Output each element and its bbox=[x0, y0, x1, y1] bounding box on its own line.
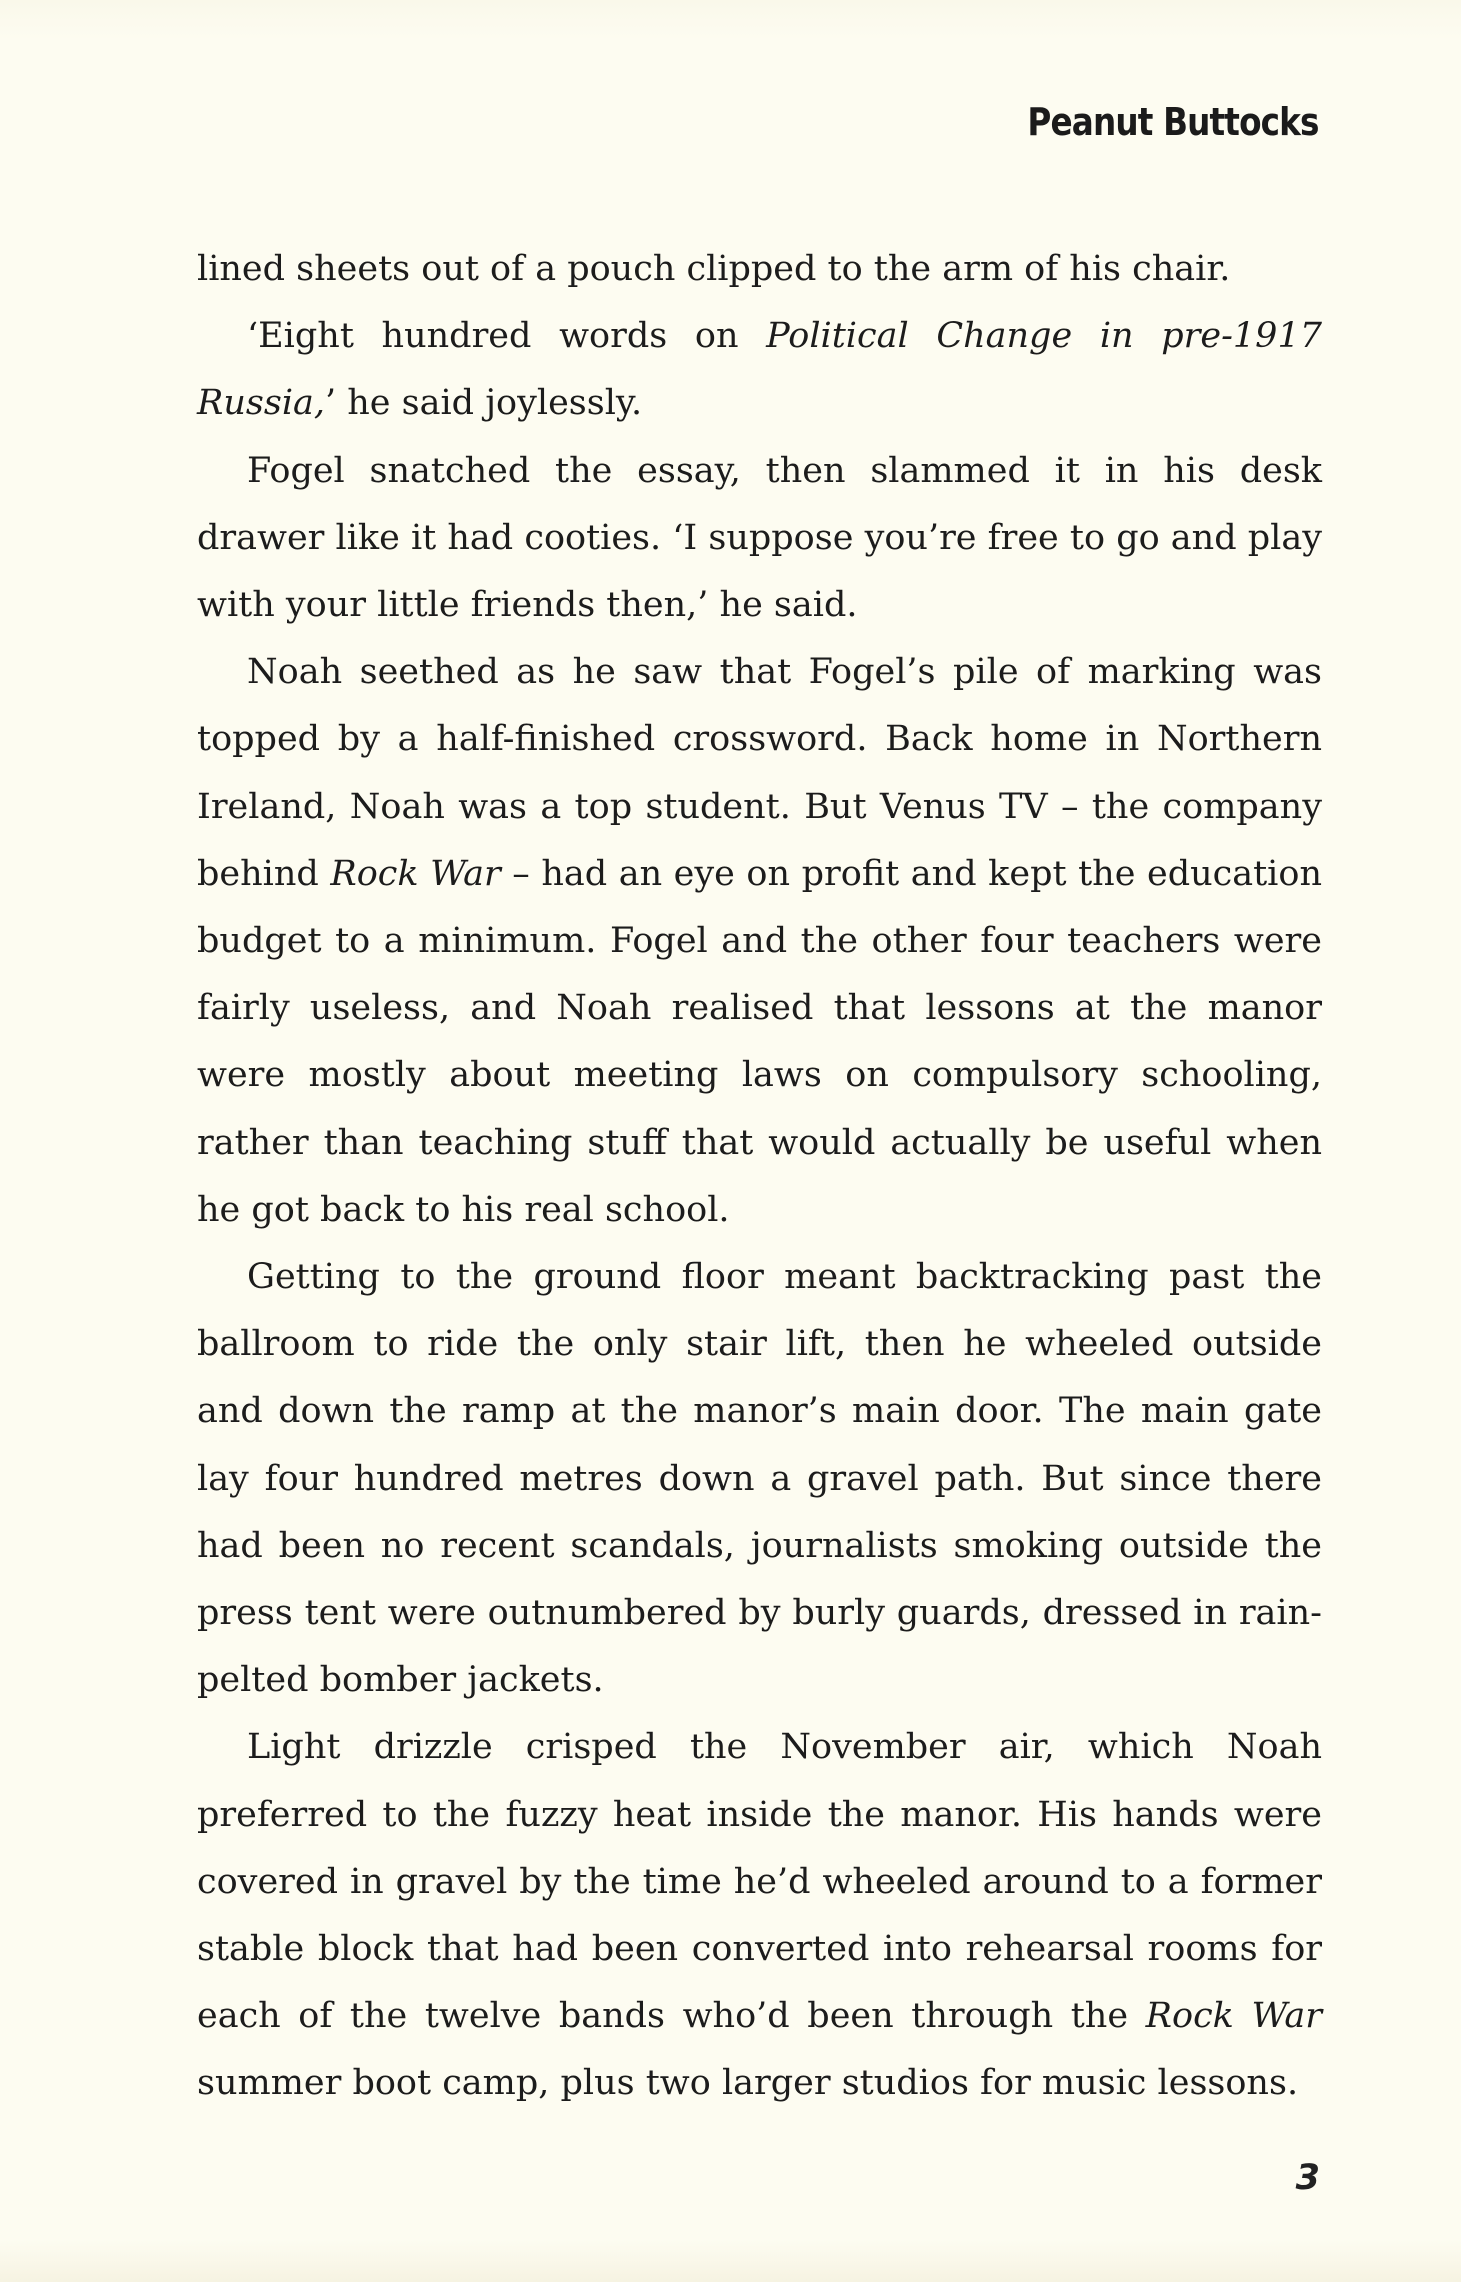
paragraph-4 bbox=[197, 639, 1322, 1244]
paragraph-4-text-a: Noah seethed as he saw that Fogel’s pile of marking was topped by a half-finished crossword. Back home in Northern Ireland, Noah was a top student. But Venus TV – the company behind bbox=[197, 652, 1322, 894]
paragraph-6-text-a: Light drizzle crisped the November air, which Noah preferred to the fuzzy heat inside the manor. His hands were covered in gravel by the time he’d wheeled around to a former stable block that had been converted into rehearsal rooms for each of the twelve bands who’d been through the bbox=[197, 1727, 1322, 2037]
paragraph-4-text-b: – had an eye on profit and kept the education budget to a minimum. Fogel and the other four teachers were fairly useless, and Noah realised that lessons at the manor were mostly about meeting laws on compulsory schooling, rather than teaching stuff that would actually be useful when he got back to his real school. bbox=[197, 853, 1322, 1230]
paragraph-5-text: Getting to the ground floor meant backtracking past the ballroom to ride the only stair lift, then he wheeled outside and down the ramp at the manor’s main door. The main gate lay four hundred metres down a gravel path. But since there had been no recent scandals, journalists smoking outside the press tent were outnumbered by burly guards, dressed in rain-pelted bomber jackets. bbox=[197, 1257, 1322, 1701]
show-title: Rock War bbox=[1145, 1996, 1323, 2037]
essay-title: Political Change in pre-1917 Russia, bbox=[197, 316, 1322, 424]
page-number: 3 bbox=[1295, 2158, 1320, 2198]
paragraph-3 bbox=[197, 438, 1322, 640]
paragraph-3-text: Fogel snatched the essay, then slammed it in his desk drawer like it had cooties. ‘I suppose you’re free to go and play with your little friends then,’ he said. bbox=[197, 450, 1322, 626]
paragraph-1 bbox=[197, 236, 1322, 303]
paragraph-2-text-a: ‘Eight hundred words on bbox=[247, 316, 767, 357]
paragraph-2 bbox=[197, 303, 1322, 437]
paragraph-6 bbox=[197, 1714, 1322, 2117]
show-title: Rock War bbox=[330, 853, 501, 894]
paragraph-1-text: lined sheets out of a pouch clipped to the arm of his chair. bbox=[197, 249, 1231, 289]
paragraph-6-text-b: summer boot camp, plus two larger studios for music lessons. bbox=[197, 2063, 1299, 2104]
running-title: Peanut Buttocks bbox=[1027, 100, 1319, 144]
paragraph-5 bbox=[197, 1244, 1322, 1714]
paragraph-2-text-b: ’ he said joylessly. bbox=[325, 383, 643, 424]
body-text bbox=[197, 236, 1322, 2118]
